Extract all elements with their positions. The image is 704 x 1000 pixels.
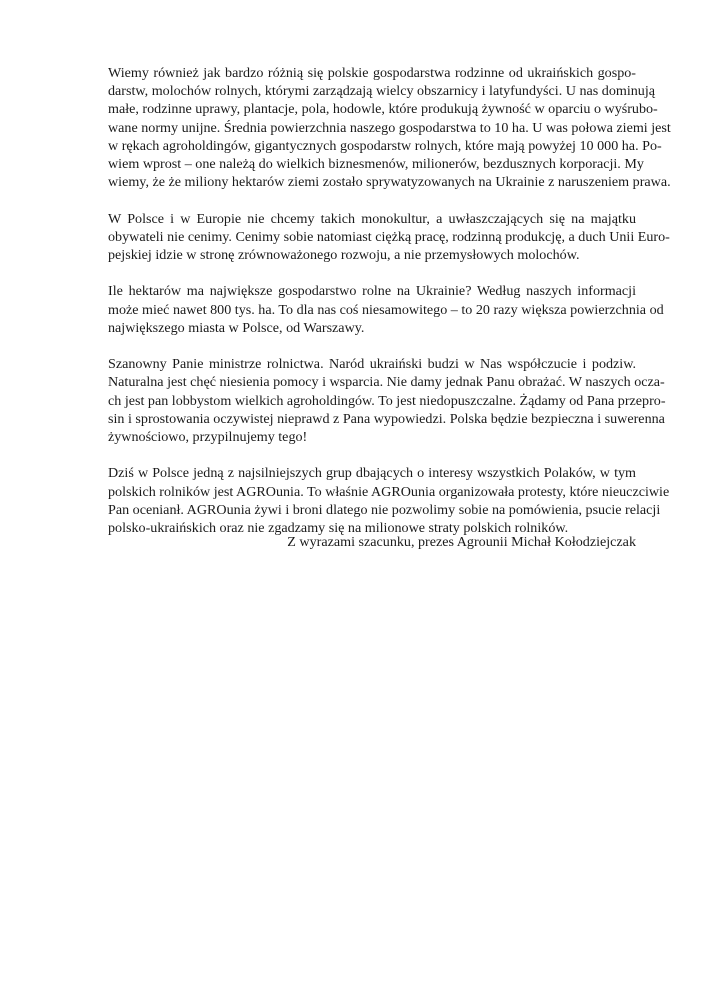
text-line: polskich rolników jest AGROunia. To właśnie AGROunia organizowała protesty, które nieuczciwie	[108, 483, 670, 500]
text-line: największego miasta w Polsce, od Warszawy.	[108, 319, 365, 336]
text-line: małe, rodzinne uprawy, plantacje, pola, hodowle, które produkują żywność w oparciu o wyśrubo-	[108, 101, 658, 118]
text-line: pejskiej idzie w stronę zrównoważonego rozwoju, a nie przemysłowych molochów.	[108, 247, 580, 264]
letter-body	[74, 64, 671, 537]
paragraph-largest-farm	[74, 282, 664, 337]
text-line: obywateli nie cenimy. Cenimy sobie natomiast ciężką pracę, rodzinną produkcję, a duch Unii Euro-	[108, 228, 670, 245]
text-line: darstw, molochów rolnych, którymi zarządzają wielcy obszarnicy i latyfundyści. U nas dominują	[108, 83, 656, 100]
text-line: może mieć nawet 800 tys. ha. To dla nas coś niesamowitego – to 20 razy większa powierzchnia od	[108, 301, 664, 318]
text-line: wiem wprost – one należą do wielkich biznesmenów, milionerów, bezdusznych korporacji. My	[108, 156, 644, 173]
paragraph-agrounia	[74, 464, 670, 537]
paragraph-address-to-minister	[74, 355, 666, 446]
text-line: wane normy unijne. Średnia powierzchnia naszego gospodarstwa to 10 ha. U was połowa ziemi jest	[108, 119, 671, 136]
text-line: Szanowny Panie ministrze rolnictwa. Naród ukraiński budzi w Nas współczucie i podziw.	[108, 356, 636, 373]
text-line: żywnościowo, przypilnujemy tego!	[108, 429, 308, 446]
text-line: Ile hektarów ma największe gospodarstwo rolne na Ukrainie? Według naszych informacji	[108, 283, 636, 300]
text-line: sin i sprostowania oczywistej nieprawd z Pana wypowiedzi. Polska będzie bezpieczna i suwerenna	[108, 410, 665, 427]
paragraph-europe-values	[74, 210, 670, 265]
text-line: Naturalna jest chęć niesienia pomocy i wsparcia. Nie damy jednak Panu obrażać. W naszych ocza-	[108, 374, 665, 391]
text-line: ch jest pan lobbystom wielkich agroholdingów. To jest niedopuszczalne. Żądamy od Pana przepro-	[108, 392, 666, 409]
text-line: Pan ocenianł. AGROunia żywi i broni dlatego nie pozwolimy sobie na pomówienia, psucie relacji	[108, 501, 661, 518]
text-line: Wiemy również jak bardzo różnią się polskie gospodarstwa rodzinne od ukraińskich gospo-	[108, 65, 636, 81]
text-line: wiemy, że że miliony hektarów ziemi zostało sprywatyzowanych na Ukrainie z naruszeniem prawa.	[108, 174, 671, 191]
signature: Z wyrazami szacunku, prezes Agrounii Michał Kołodziejczak	[287, 534, 636, 550]
paragraph-farm-comparison	[74, 64, 671, 191]
text-line: polsko-ukraińskich oraz nie zgadzamy się na milionowe straty polskich rolników.	[108, 520, 569, 537]
text-line: W Polsce i w Europie nie chcemy takich monokultur, a uwłaszczających się na majątku	[108, 210, 636, 227]
text-line: w rękach agroholdingów, gigantycznych gospodarstw rolnych, które mają powyżej 10 000 ha. Po-	[108, 137, 662, 154]
text-line: Dziś w Polsce jedną z najsilniejszych grup dbających o interesy wszystkich Polaków, w tym	[108, 465, 636, 482]
